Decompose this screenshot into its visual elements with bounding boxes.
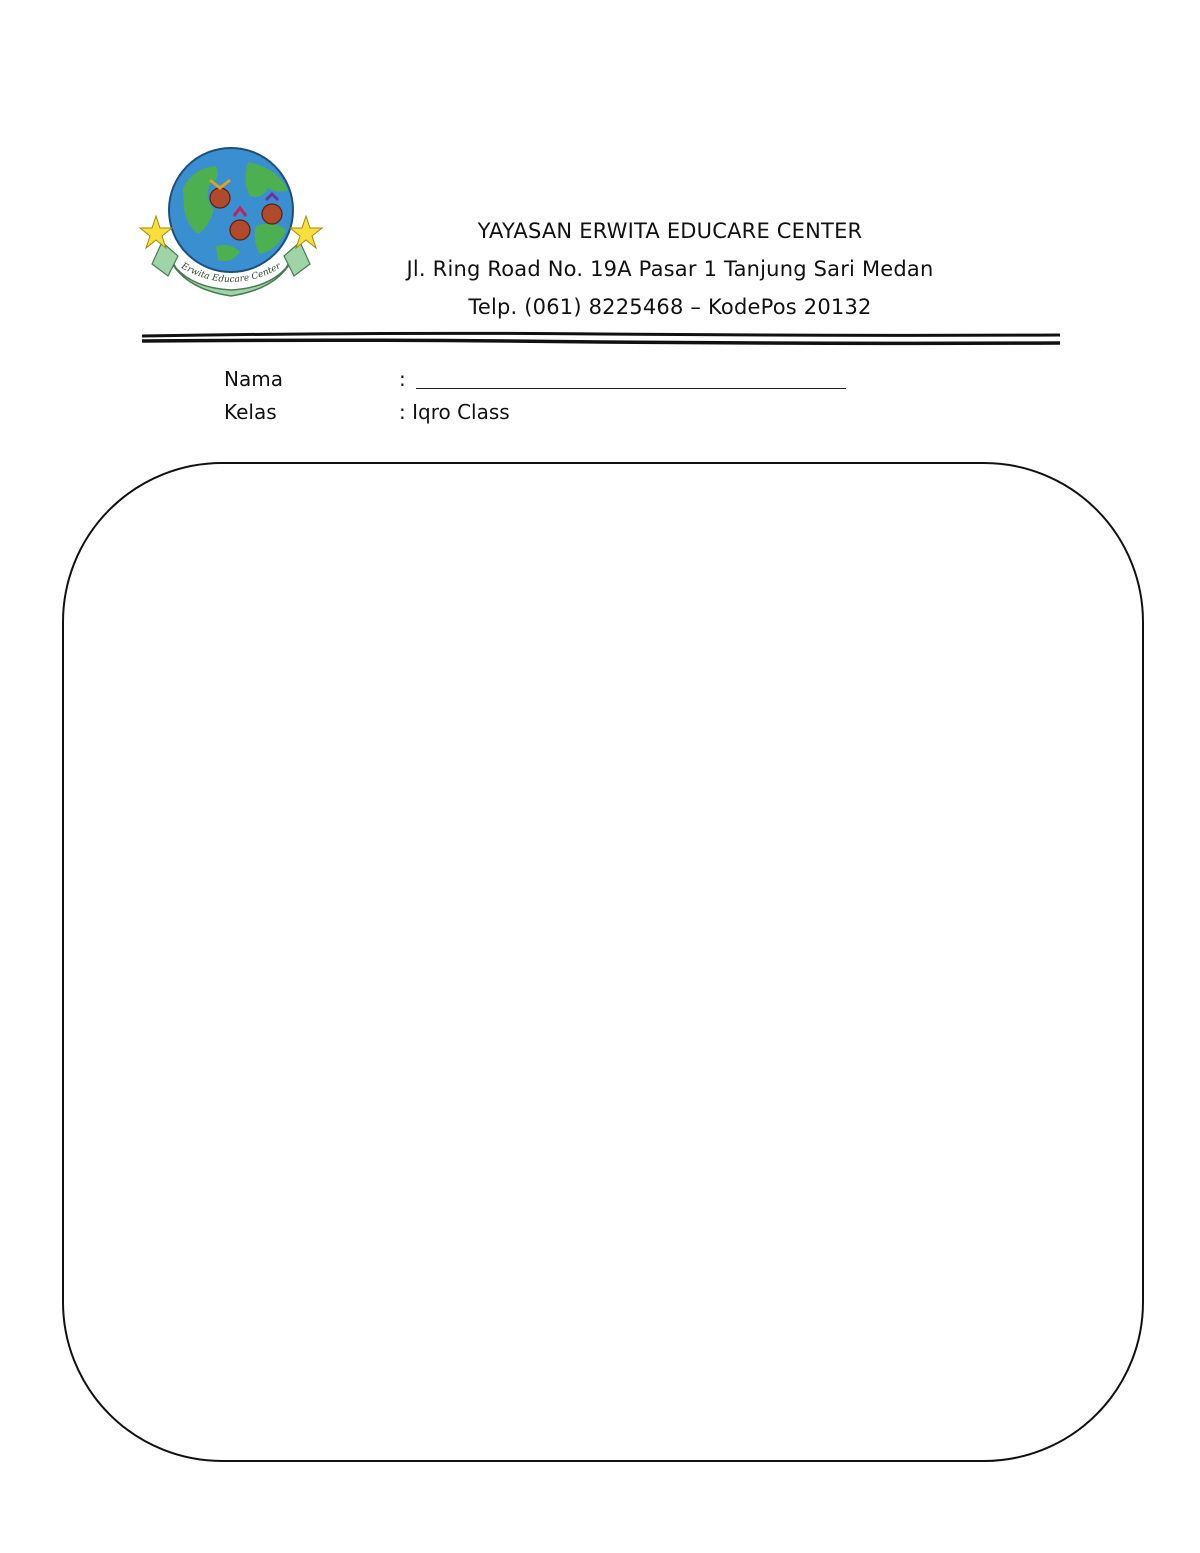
student-info bbox=[224, 364, 924, 430]
school-logo bbox=[138, 138, 324, 308]
logo-star-right bbox=[290, 216, 322, 248]
org-address: Jl. Ring Road No. 19A Pasar 1 Tanjung Sari Medan bbox=[406, 257, 934, 281]
class-value: : Iqro Class bbox=[399, 400, 510, 424]
class-label: Kelas bbox=[224, 400, 277, 424]
worksheet-frame bbox=[62, 462, 1144, 1462]
name-row bbox=[224, 364, 924, 397]
class-row bbox=[224, 397, 924, 430]
org-name: YAYASAN ERWITA EDUCARE CENTER bbox=[477, 219, 863, 243]
letterhead bbox=[380, 212, 960, 326]
name-blank-line[interactable] bbox=[416, 388, 846, 389]
globe-children-logo-icon bbox=[138, 138, 324, 308]
logo-star-left bbox=[140, 216, 172, 248]
org-contact: Telp. (061) 8225468 – KodePos 20132 bbox=[468, 295, 872, 319]
name-label: Nama bbox=[224, 367, 283, 391]
letterhead-divider bbox=[142, 330, 1060, 350]
name-colon: : bbox=[399, 367, 406, 391]
logo-ribbon-text: Erwita Educare Center bbox=[179, 261, 283, 286]
